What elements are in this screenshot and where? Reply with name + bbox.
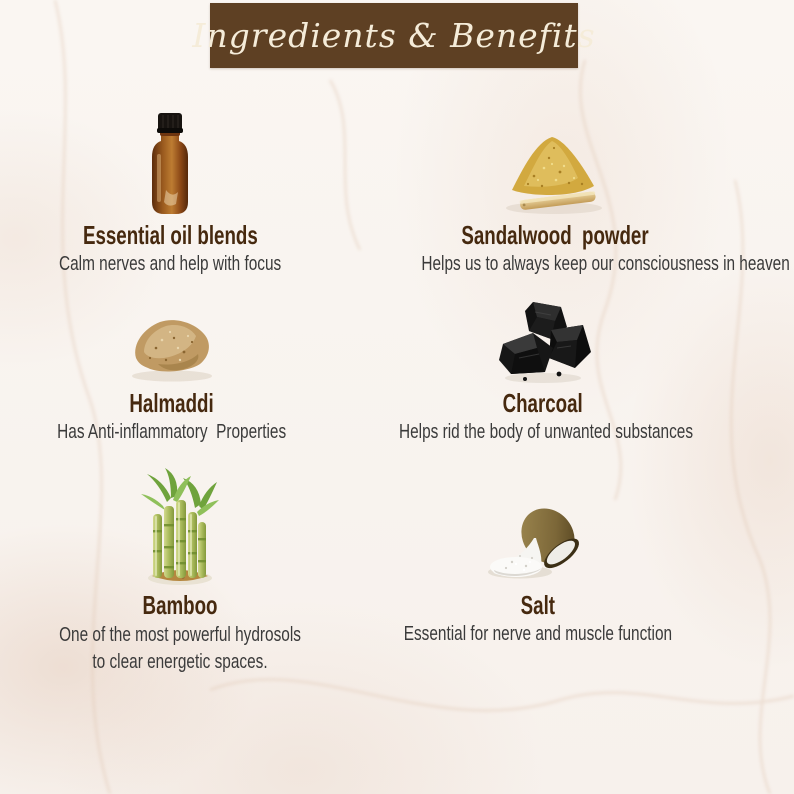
header-banner (192, 3, 596, 68)
ingredient-card-salt (350, 466, 726, 647)
ingredient-benefit: Has Anti-inflammatory Properties (57, 420, 287, 443)
ingredient-benefit: Calm nerves and help with focus (58, 252, 282, 275)
halmaddi-powder-icon (12, 302, 332, 384)
salt-bowl-icon (350, 466, 726, 586)
bamboo-icon (10, 466, 350, 586)
ingredient-title: Halmaddi (129, 388, 215, 418)
ingredient-card-sandalwood-powder (360, 110, 790, 277)
ingredient-title: Salt (520, 590, 556, 620)
ingredient-title: Charcoal (502, 388, 583, 418)
sandalwood-powder-icon (360, 110, 750, 216)
ingredient-benefit: Helps us to always keep our consciousness in heaven (421, 252, 790, 275)
charcoal-icon (350, 297, 735, 384)
ingredient-card-essential-oil-blends (12, 110, 328, 277)
ingredient-benefit: Essential for nerve and muscle function (403, 622, 673, 645)
ingredient-title: Bamboo (142, 590, 218, 620)
ingredient-card-halmaddi (12, 302, 332, 445)
ingredient-benefit: Helps rid the body of unwanted substances (399, 420, 694, 443)
ingredient-title: Sandalwood powder (461, 220, 649, 250)
ingredient-card-bamboo (10, 466, 350, 675)
amber-bottle-icon (12, 110, 328, 216)
ingredient-benefit: One of the most powerful hydrosols to clear energetic spaces. (59, 623, 301, 673)
ingredient-card-charcoal (350, 297, 735, 445)
ingredient-title: Essential oil blends (82, 220, 258, 250)
header-title: Ingredients & Benefits (192, 16, 596, 55)
